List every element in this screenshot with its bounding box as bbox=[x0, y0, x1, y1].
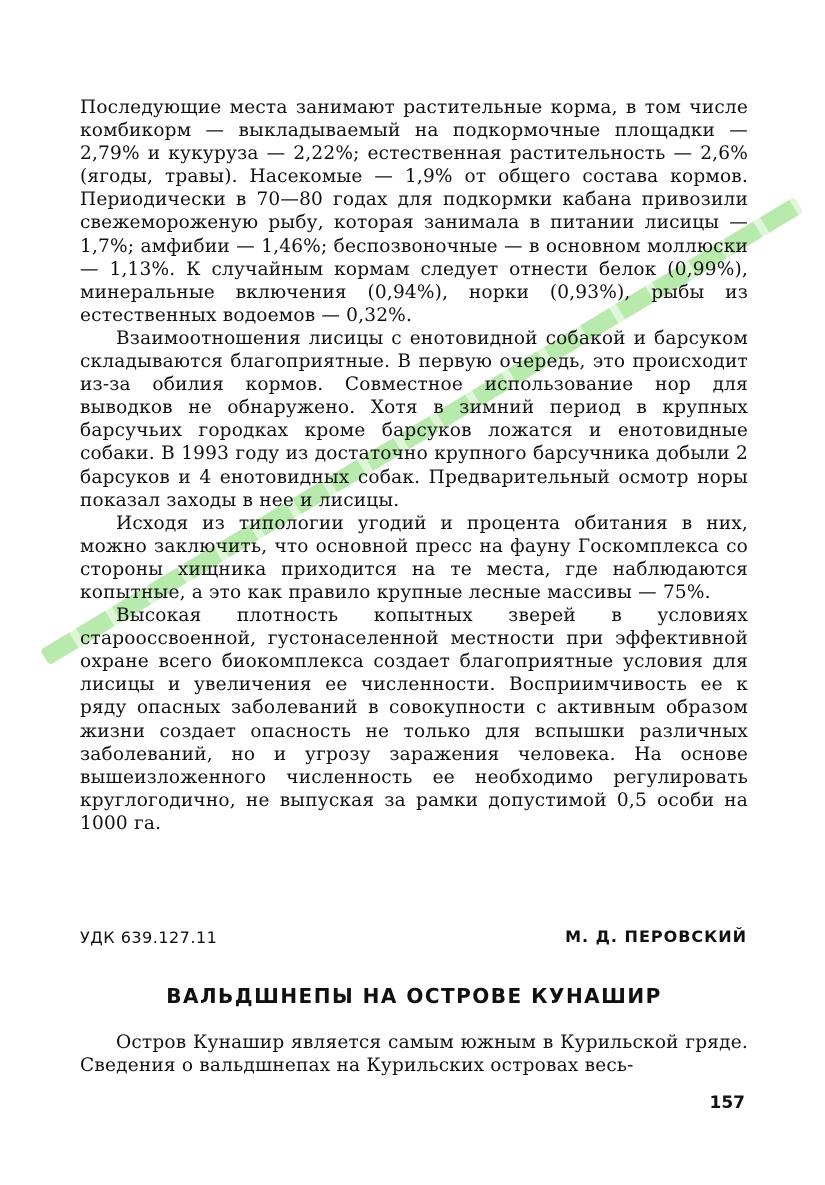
paragraph-typology: Исходя из типологии угодий и процента обитания в них, можно заключить, что основной пресс на фауну Госкомплекса со стороны хищника приходится на те места, где наблюдаются копытные, а это как правило крупные лесные массивы — 75%. bbox=[80, 512, 748, 603]
article-author: М. Д. ПЕРОВСКИЙ bbox=[565, 927, 747, 946]
article-title: ВАЛЬДШНЕПЫ НА ОСТРОВЕ КУНАШИР bbox=[166, 984, 662, 1008]
paragraph-diet: Последующие места занимают растительные корма, в том числе комбикорм — выкладываемый на подкормочные площадки — 2,79% и кукуруза — 2,22%; естественная растительность — 2,6% (ягоды, травы). Насекомые — 1,9% от общего состава кормов. Периодически в 70—80 годах для подкормки кабана привозили свежемороженую рыбу, которая занимала в питании лисицы — 1,7%; амфибии — 1,46%; беспозвоночные — в основном моллюски — 1,13%. К случайным кормам следует отнести белок (0,99%), минеральные включения (0,94%), норки (0,93%), рыбы из естественных водоемов — 0,32%. bbox=[80, 97, 748, 326]
paragraph-density: Высокая плотность копытных зверей в условиях старооссвоенной, густонаселенной местности при эффективной охране всего биокомплекса создает благоприятные условия для лисицы и увеличения ее численности. Восприимчивость ее к ряду опасных заболеваний в совокупности с активным образом жизни создает опасность не только для вспышки различных заболеваний, но и угрозу заражения человека. На основе вышеизложенного численность ее необходимо регулировать круглогодично, не выпуская за рамки допустимой 0,5 особи на 1000 га. bbox=[80, 605, 748, 834]
page-number: 157 bbox=[709, 1093, 745, 1113]
udk-code: УДК 639.127.11 bbox=[80, 928, 218, 947]
intro-paragraph: Остров Кунашир является самым южным в Курильской гряде. Сведения о вальдшнепах на Курильских островах весь- bbox=[80, 1032, 748, 1077]
body-text bbox=[80, 96, 748, 835]
article-intro bbox=[80, 1031, 748, 1077]
paragraph-relations: Взаимоотношения лисицы с енотовидной собакой и барсуком складываются благоприятные. В первую очередь, это происходит из-за обилия кормов. Совместное использование нор для выводков не обнаружено. Хотя в зимний период в крупных барсучьих городках кроме барсуков ложатся и енотовидные собаки. В 1993 году из достаточно крупного барсучника добыли 2 барсуков и 4 енотовидных собак. Предварительный осмотр норы показал заходы в нее и лисицы. bbox=[80, 327, 748, 511]
